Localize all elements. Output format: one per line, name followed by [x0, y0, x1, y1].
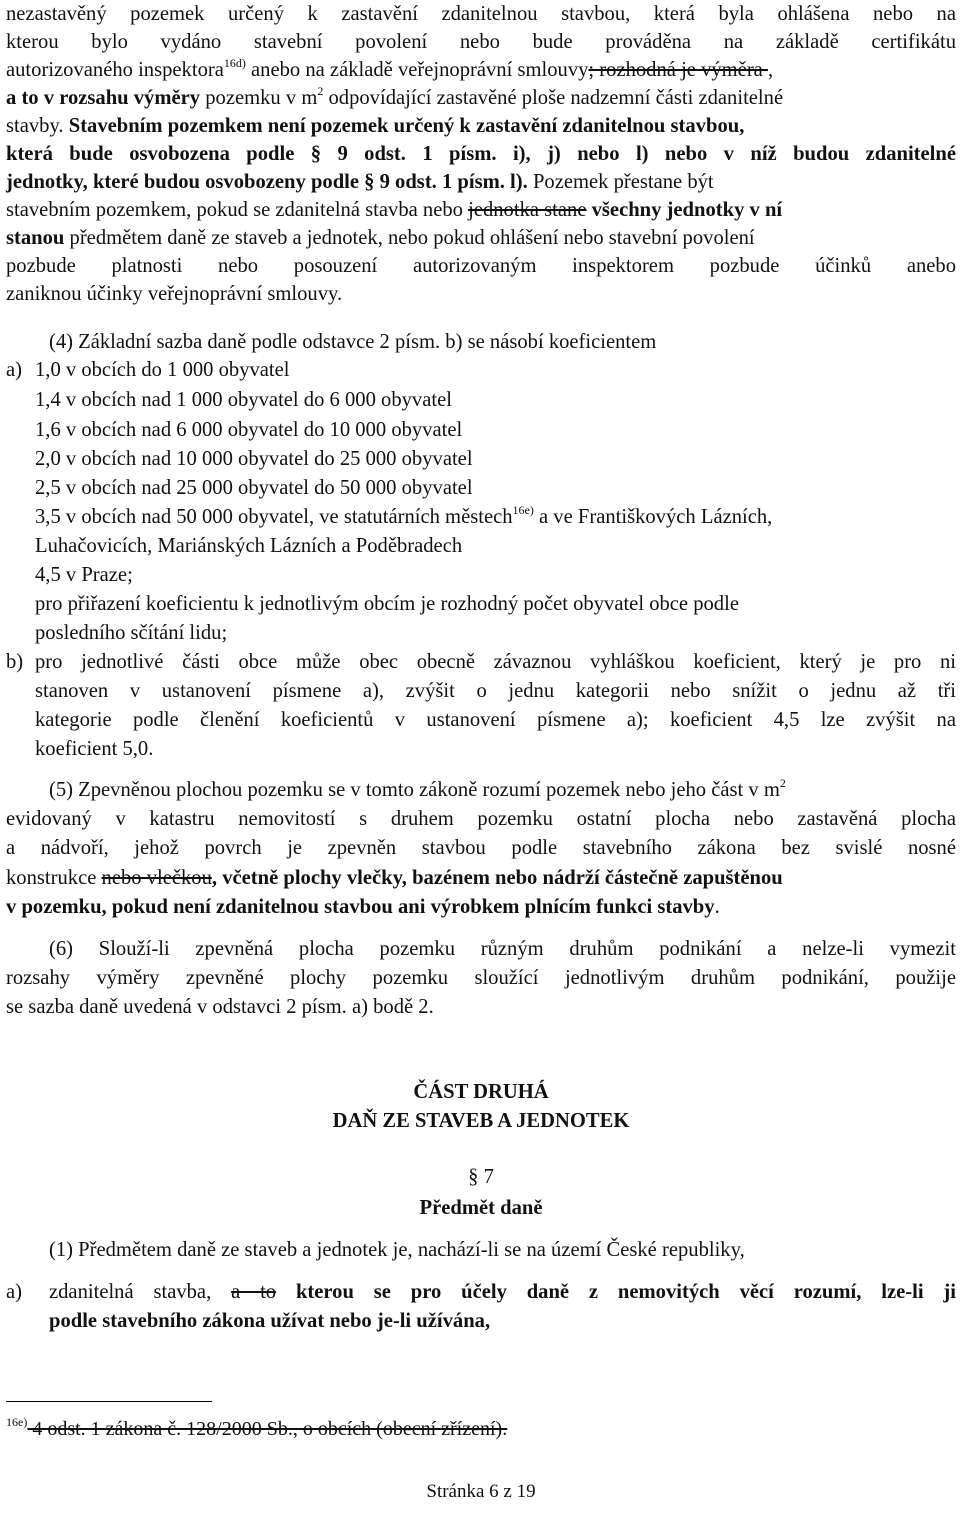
bold-text: jednotky, které budou osvobozeny podle § 9 odst. 1 písm. l). — [6, 171, 528, 193]
text: předmětem daně ze staveb a jednotek, nebo pokud ohlášení nebo stavební povolení — [64, 227, 755, 249]
text-line — [6, 0, 956, 28]
text: 2,5 v obcích nad 25 000 obyvatel do 50 000 obyvatel — [35, 477, 473, 499]
footnote — [6, 1415, 507, 1443]
text-line — [35, 735, 153, 763]
text-line — [6, 280, 342, 308]
section-number: § 7 — [468, 1166, 494, 1188]
text-line — [6, 140, 956, 168]
text: se sazba daně uvedená v odstavci 2 písm. a) bodě 2. — [6, 996, 434, 1018]
struck-text: a to — [231, 1281, 277, 1303]
text: a ve Františkových Lázních, — [533, 506, 773, 528]
struck-text: jednotka stane — [468, 199, 587, 221]
text: 3,5 v obcích nad 50 000 obyvatel, ve statutárních městech — [35, 506, 513, 528]
text-line — [6, 993, 434, 1021]
text-line — [35, 474, 473, 502]
text: 2,0 v obcích nad 10 000 obyvatel do 25 000 obyvatel — [35, 448, 473, 470]
text-line — [49, 1307, 490, 1335]
text-line — [6, 893, 720, 921]
section-7-paragraph-1 — [49, 1236, 745, 1264]
text-line — [35, 677, 956, 705]
paragraph-5 — [49, 776, 786, 804]
text: 4,5 v Praze; — [35, 564, 133, 586]
text-line — [35, 532, 462, 560]
text: (1) Předmětem daně ze staveb a jednotek je, nachází-li se na území České republiky, — [49, 1239, 745, 1261]
text: zaniknou účinky veřejnoprávní smlouvy. — [6, 283, 343, 305]
text: pozbude platnosti nebo posouzení autorizovaným inspektorem pozbude účinků anebo — [6, 255, 956, 277]
list-label: a) — [6, 359, 22, 381]
paragraph-4-intro — [49, 328, 656, 356]
text-line — [6, 864, 783, 892]
superscript: 2 — [779, 776, 786, 790]
text-line — [35, 356, 290, 384]
text-line — [35, 648, 956, 676]
section-title: Předmět daně — [419, 1197, 543, 1219]
page-total: 19 — [516, 1481, 536, 1502]
bold-text: Stavebním pozemkem není pozemek určený k zastavění zdanitelnou stavbou, — [68, 115, 745, 137]
text: posledního sčítání lidu; — [35, 622, 228, 644]
text: stavebním pozemkem, pokud se zdanitelná stavba nebo — [6, 199, 469, 221]
text: autorizovaného inspektora — [6, 59, 224, 81]
text: 1,6 v obcích nad 6 000 obyvatel do 10 000 obyvatel — [35, 419, 463, 441]
text: , — [767, 59, 774, 81]
footnote-ref: 16d) — [223, 56, 246, 70]
text: rozsahy výměry zpevněné plochy pozemku sloužící jednotlivým druhům podnikání, použije — [6, 967, 956, 989]
bold-text: podle stavebního zákona užívat nebo je-li užívána, — [49, 1310, 491, 1332]
text-line — [6, 224, 755, 252]
part-subtitle: DAŇ ZE STAVEB A JEDNOTEK — [332, 1110, 630, 1132]
text-line — [35, 590, 739, 618]
struck-text: 4 odst. 1 zákona č. 128/2000 Sb., o obcích (obecní zřízení). — [27, 1418, 508, 1440]
text-line — [35, 561, 133, 589]
text-line — [35, 619, 227, 647]
page-separator: z — [498, 1481, 517, 1502]
bold-text: všechny jednotky v ní — [586, 199, 783, 221]
text-line — [6, 196, 782, 224]
text: (5) Zpevněnou plochou pozemku se v tomto zákoně rozumí pozemek nebo jeho část v m — [49, 779, 780, 801]
text: pro jednotlivé části obce může obec obecně závaznou vyhláškou koeficient, který je pro ni — [35, 651, 956, 673]
bold-text: kterou se pro účely daně z nemovitých věcí rozumí, lze-li ji — [276, 1281, 956, 1303]
page-footer — [6, 1478, 956, 1506]
text: kterou bylo vydáno stavební povolení nebo bude prováděna na základě certifikátu — [6, 31, 956, 53]
text-line — [6, 964, 956, 992]
text-line — [6, 56, 773, 84]
text: nezastavěný pozemek určený k zastavění zdanitelnou stavbou, která byla ohlášena nebo na — [6, 3, 956, 25]
text: evidovaný v katastru nemovitostí s druhem pozemku ostatní plocha nebo zastavěná plocha — [6, 808, 956, 830]
text: anebo na základě veřejnoprávní smlouvy — [245, 59, 589, 81]
text-line — [35, 386, 452, 414]
list-item-a — [6, 356, 22, 384]
text-line — [35, 503, 772, 531]
footnote-separator — [6, 1401, 212, 1402]
text-line — [35, 416, 462, 444]
text: koeficient 5,0. — [35, 738, 154, 760]
text: konstrukce — [6, 867, 102, 889]
text: stavby. — [6, 115, 69, 137]
text: zdanitelná stavba, — [49, 1281, 232, 1303]
text: pro přiřazení koeficientu k jednotlivým obcím je rozhodný počet obyvatel obce podle — [35, 593, 739, 615]
footnote-ref: 16e) — [512, 503, 534, 517]
text-line — [35, 706, 956, 734]
text: a nádvoří, jehož povrch je zpevněn stavbou podle stavebního zákona bez svislé nosné — [6, 837, 956, 859]
text: (6) Slouží-li zpevněná plocha pozemku různým druhům podnikání a nelze-li vymezit — [49, 938, 956, 960]
text-line — [49, 1278, 956, 1306]
text: Pozemek přestane být — [527, 171, 714, 193]
list-label: a) — [6, 1281, 22, 1303]
paragraph-6 — [49, 935, 956, 963]
text: stanoven v ustanovení písmene a), zvýšit o jednu kategorii nebo snížit o jednu až tři — [35, 680, 956, 702]
text: kategorie podle členění koeficientů v ustanovení písmene a); koeficient 4,5 lze zvýšit na — [35, 709, 956, 731]
text-line — [6, 28, 956, 56]
bold-text: v pozemku, pokud není zdanitelnou stavbou ani výrobkem plnícím funkci stavby — [6, 896, 715, 918]
text: 1,0 v obcích do 1 000 obyvatel — [35, 359, 290, 381]
page-current: 6 — [489, 1481, 499, 1502]
bold-text: která bude osvobozena podle § 9 odst. 1 písm. i), j) nebo l) nebo v níž budou zdanitelné — [6, 143, 956, 165]
text-line — [6, 805, 956, 833]
text-line — [6, 252, 956, 280]
list-item-b — [6, 648, 23, 676]
superscript: 2 — [317, 84, 324, 98]
bold-text: stanou — [6, 227, 65, 249]
struck-text: ; rozhodná je výměra — [588, 59, 768, 81]
text-line — [6, 112, 744, 140]
text: (4) Základní sazba daně podle odstavce 2 písm. b) se násobí koeficientem — [49, 331, 657, 353]
text: . — [714, 896, 720, 918]
struck-text: nebo vlečkou — [101, 867, 212, 889]
text: Luhačovicích, Mariánských Lázních a Poděbradech — [35, 535, 463, 557]
text-line — [6, 834, 956, 862]
text-line — [6, 168, 714, 196]
text: 1,4 v obcích nad 1 000 obyvatel do 6 000 obyvatel — [35, 389, 452, 411]
list-item-a — [6, 1278, 22, 1306]
text-line — [35, 445, 473, 473]
bold-text: a to v rozsahu výměry — [6, 87, 201, 109]
text: odpovídající zastavěné ploše nadzemní části zdanitelné — [323, 87, 784, 109]
text-line — [6, 84, 783, 112]
footnote-mark: 16e) — [6, 1415, 28, 1429]
part-title: ČÁST DRUHÁ — [413, 1081, 549, 1103]
bold-text: , včetně plochy vlečky, bazénem nebo nádrží částečně zapuštěnou — [211, 867, 783, 889]
list-label: b) — [6, 651, 24, 673]
page-label: Stránka — [426, 1481, 490, 1502]
text: pozemku v m — [200, 87, 318, 109]
